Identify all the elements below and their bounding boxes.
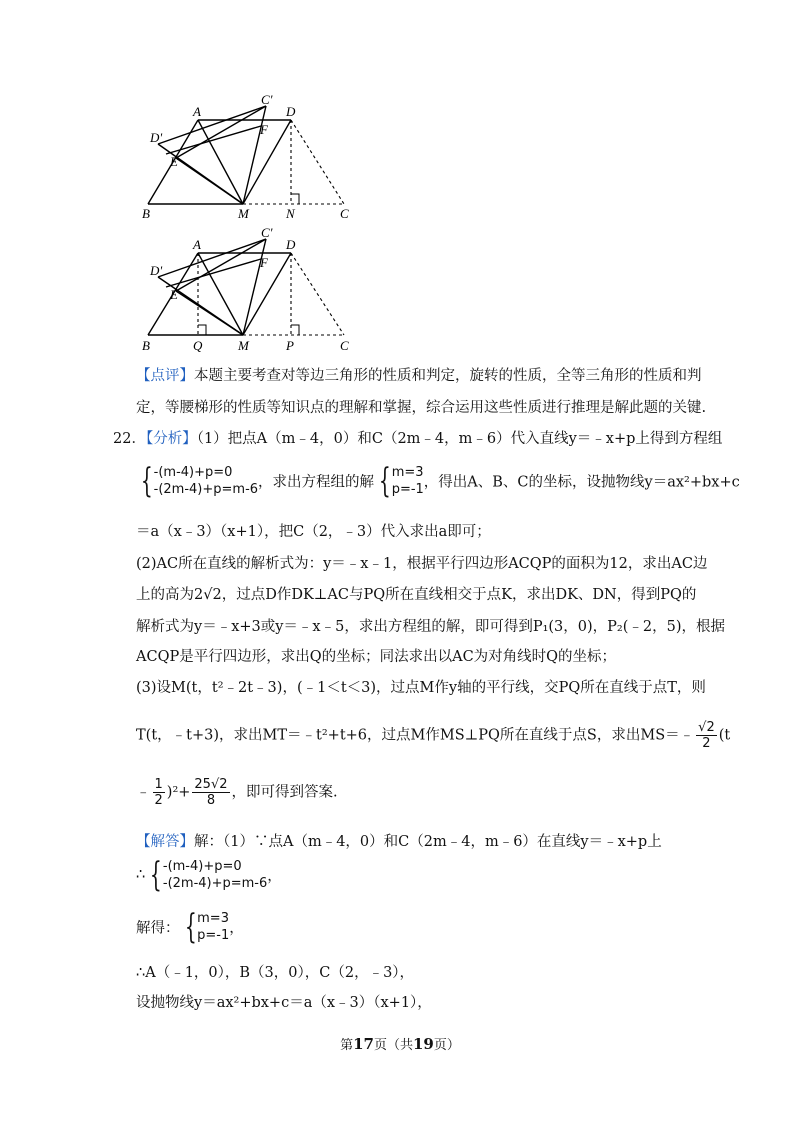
answer-line-1 xyxy=(136,832,662,852)
answer-sol-end: ， xyxy=(229,920,244,937)
q22-analysis-line-5 xyxy=(136,585,696,605)
label-Q: Q xyxy=(193,338,203,353)
label-F: F xyxy=(260,122,268,137)
sys1-eq1: -(m-4)+p=0 xyxy=(153,465,233,480)
equation-system-1: {-(m-4)+p=0 -(2m-4)+p=m-6 xyxy=(140,461,259,501)
sys2-eq2: -(2m-4)+p=m-6 xyxy=(162,876,268,891)
analysis-text-4: (2)AC所在直线的解析式为：y＝﹣x﹣1，根据平行四边形ACQP的面积为12，求出AC边 xyxy=(136,556,708,572)
frac-num: 25√2 xyxy=(194,777,228,792)
frac-den: 8 xyxy=(206,793,216,808)
analysis-text-10-pre: ﹣ xyxy=(136,784,151,801)
label-M: M xyxy=(238,206,249,221)
question-number: 22． xyxy=(113,431,146,447)
frac-den: 2 xyxy=(154,793,163,808)
solved-label: 解得： xyxy=(136,920,180,937)
q22-analysis-line-8 xyxy=(136,678,706,698)
analysis-text-9: T(t，﹣t+3)，求出MT＝﹣t²+t+6，过点M作MS⊥PQ所在直线于点S，求出MS＝﹣ xyxy=(136,727,695,744)
answer-text-1: 解：（1）∵点A（m﹣4，0）和C（2m﹣4，m﹣6）在直线y＝﹣x+p上 xyxy=(194,834,662,850)
fraction-1-over-2 xyxy=(153,777,165,808)
sol2-eq2: p=-1 xyxy=(197,928,230,943)
label-D-prime: D' xyxy=(150,130,163,145)
footer-mid: 页（共 xyxy=(373,1038,413,1053)
therefore-symbol: ∴ xyxy=(136,867,146,883)
answer-text-4: 设抛物线y＝ax²+bx+c＝a（x﹣3）（x+1）， xyxy=(136,995,432,1011)
q22-analysis-line-4 xyxy=(136,554,707,574)
q22-analysis-line-6 xyxy=(136,617,725,637)
label-D: D xyxy=(286,104,296,119)
q22-analysis-line-1 xyxy=(113,429,722,449)
answer-line-4 xyxy=(136,963,414,983)
review-text-1: 本题主要考查对等边三角形的性质和判定，旋转的性质，全等三角形的性质和判 xyxy=(194,368,702,384)
label-B: B xyxy=(142,206,150,221)
footer-pre: 第 xyxy=(340,1038,354,1053)
label-E: E xyxy=(170,154,178,169)
label-C-prime: C' xyxy=(261,92,273,107)
sol1-eq1: m=3 xyxy=(391,465,424,480)
analysis-text-9-tail: (t xyxy=(718,727,731,744)
label-A: A xyxy=(193,104,201,119)
answer-line-2 xyxy=(136,855,282,895)
solution-system-2: {m=3 p=-1 xyxy=(184,907,230,947)
page-footer xyxy=(0,1034,800,1053)
label-C-prime: C' xyxy=(261,225,273,240)
frac-den: 2 xyxy=(702,736,711,751)
geometry-figure-1 xyxy=(136,88,366,223)
q22-analysis-line-7 xyxy=(136,647,616,667)
footer-post: 页） xyxy=(433,1038,460,1053)
sol1-eq2: p=-1 xyxy=(391,482,424,497)
review-line-2 xyxy=(136,398,706,418)
analysis-text-2-end: ，得出A、B、C的坐标，设抛物线y＝ax²+bx+c xyxy=(423,474,740,491)
fraction-sqrt2-over-2 xyxy=(696,720,717,751)
label-F: F xyxy=(260,255,268,270)
q22-analysis-line-9 xyxy=(136,720,730,751)
answer-tag: 【解答】 xyxy=(136,834,194,850)
analysis-text-7: ACQP是平行四边形，求出Q的坐标；同法求出以AC为对角线时Q的坐标； xyxy=(136,649,617,665)
analysis-text-1: （1）把点A（m﹣4，0）和C（2m﹣4，m﹣6）代入直线y＝﹣x+p上得到方程组 xyxy=(196,431,723,447)
label-B: B xyxy=(142,338,150,353)
analysis-tag: 【分析】 xyxy=(145,431,197,447)
equation-system-2: {-(m-4)+p=0 -(2m-4)+p=m-6 xyxy=(150,855,268,895)
answer-line-3 xyxy=(136,907,244,947)
analysis-text-5: 上的高为2√2，过点D作DK⊥AC与PQ所在直线相交于点K，求出DK、DN，得到PQ的 xyxy=(136,587,697,603)
answer-sys-end: ， xyxy=(267,868,282,885)
current-page-number: 17 xyxy=(353,1035,374,1053)
fraction-25sqrt2-over-8 xyxy=(192,777,229,808)
frac-num: √2 xyxy=(698,720,715,735)
review-tag: 【点评】 xyxy=(136,368,194,384)
label-A: A xyxy=(193,237,201,252)
sys1-eq2: -(2m-4)+p=m-6 xyxy=(153,482,259,497)
sys2-eq1: -(m-4)+p=0 xyxy=(162,859,242,874)
analysis-text-6: 解析式为y＝﹣x+3或y＝﹣x﹣5，求出方程组的解，即可得到P₁(3，0)，P₂(﹣2，5)，根据 xyxy=(136,619,726,635)
review-line-1 xyxy=(136,366,702,386)
label-C: C xyxy=(340,338,349,353)
q22-analysis-line-10 xyxy=(136,777,338,808)
solution-system-1: {m=3 p=-1 xyxy=(378,461,424,501)
label-E: E xyxy=(170,287,178,302)
q22-analysis-line-3 xyxy=(136,522,491,542)
q22-analysis-line-2 xyxy=(136,461,740,501)
frac-num: 1 xyxy=(154,777,163,792)
answer-line-5 xyxy=(136,993,432,1013)
analysis-text-3: ＝a（x﹣3）（x+1），把C（2，﹣3）代入求出a即可； xyxy=(136,524,491,540)
analysis-text-10-end: ，即可得到答案. xyxy=(231,784,338,801)
sol2-eq1: m=3 xyxy=(197,911,229,926)
label-D-prime: D' xyxy=(150,263,163,278)
label-N: N xyxy=(286,206,295,221)
label-P: P xyxy=(286,338,294,353)
label-M: M xyxy=(238,338,249,353)
review-text-2: 定，等腰梯形的性质等知识点的理解和掌握，综合运用这些性质进行推理是解此题的关键. xyxy=(136,400,707,416)
label-D: D xyxy=(286,237,296,252)
geometry-figure-2 xyxy=(136,225,366,360)
analysis-text-10-mid: )²+ xyxy=(166,784,191,801)
label-C: C xyxy=(340,206,349,221)
answer-text-3: ∴A（﹣1，0），B（3，0），C（2，﹣3）， xyxy=(136,965,415,981)
total-pages: 19 xyxy=(413,1035,434,1053)
analysis-text-2: ，求出方程组的解 xyxy=(258,474,375,491)
analysis-text-8: (3)设M(t，t²﹣2t﹣3)，(﹣1＜t＜3)，过点M作y轴的平行线，交PQ所在直线于点T，则 xyxy=(136,680,706,696)
